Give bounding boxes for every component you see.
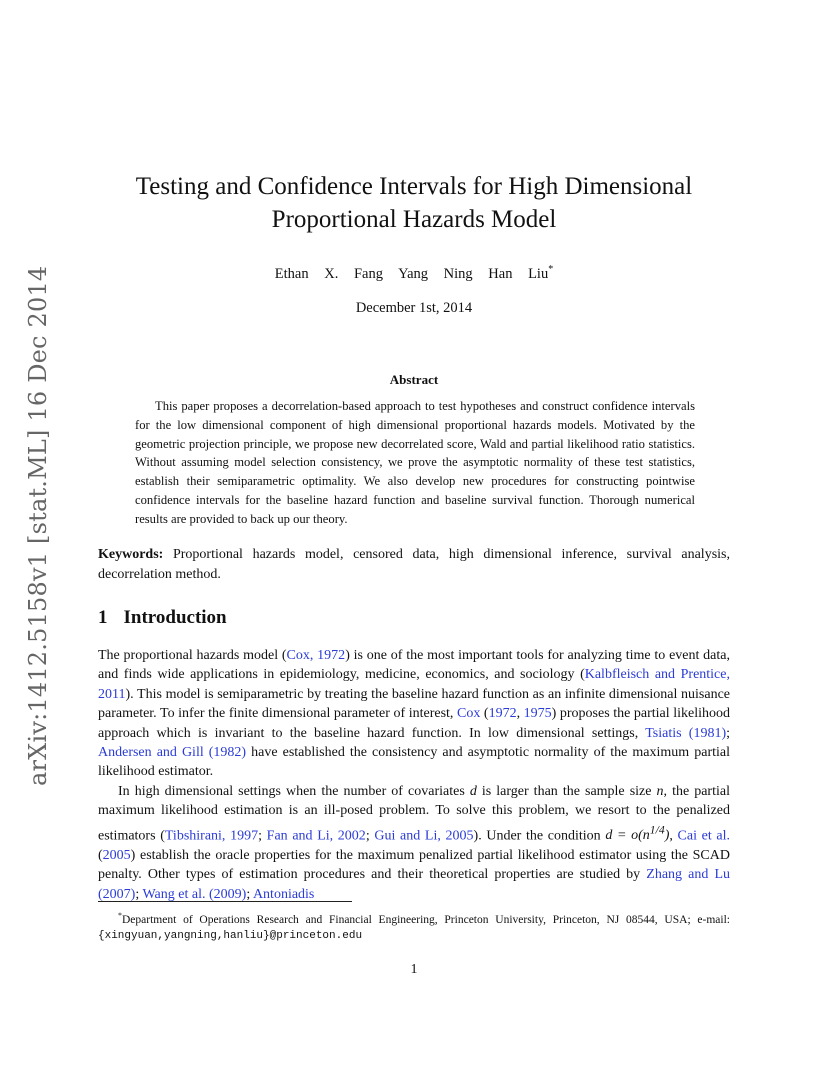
footnote bbox=[98, 908, 730, 945]
section-title: Introduction bbox=[123, 607, 227, 628]
body-text bbox=[98, 646, 730, 904]
citation-link[interactable]: Fan and Li, 2002 bbox=[266, 828, 366, 844]
author-3: Han Liu* bbox=[488, 264, 554, 282]
citation-link[interactable]: 1975 bbox=[523, 706, 552, 722]
citation-link[interactable]: 1972 bbox=[488, 706, 517, 722]
abstract-text: This paper proposes a decorrelation-based approach to test hypotheses and construct confidence intervals for the low dimensional component of high dimensional proportional hazards models. Motivated by the geometric projection principle, we propose new decorrelated score, Wald and partial likelihood ratio statistics. Without assuming model selection consistency, we prove the asymptotic normality of these test statistics, establish their semiparametric optimality. We also develop new procedures for constructing pointwise confidence intervals for the baseline hazard function and baseline survival function. Thorough numerical results are provided to back up our theory. bbox=[135, 399, 695, 526]
author-footnote-mark: * bbox=[548, 264, 554, 275]
citation-link[interactable]: Zhang and Lu (2007) bbox=[98, 867, 730, 902]
keywords-list: Proportional hazards model, censored data, high dimensional inference, survival analysis, decorrelation method. bbox=[98, 547, 730, 582]
section-heading bbox=[98, 607, 227, 629]
author-1: Ethan X. Fang bbox=[274, 265, 383, 282]
citation-link[interactable]: Kalbfleisch and Prentice, 2011 bbox=[98, 667, 730, 702]
math-condition: $d = o(n^{1/4})$ bbox=[605, 823, 670, 844]
citation-link[interactable]: 2005 bbox=[102, 847, 131, 863]
paper-date: December 1st, 2014 bbox=[355, 300, 473, 316]
abstract-heading: Abstract bbox=[389, 372, 439, 387]
citation-link[interactable]: Cox bbox=[456, 706, 481, 722]
citation-link[interactable]: Cox, 1972 bbox=[286, 648, 346, 663]
paragraph-1: The proportional hazards model (Cox, 1972) is one of the most important tools for analyzing time to event data, and finds wide applications in epidemiology, medicine, economics, and sociology (Kalbfleisch and Prentice, 2011). This model is semiparametric by treating the baseline hazard function as an infinite dimensional nuisance parameter. To infer the finite dimensional parameter of interest, Cox (1972, 1975) proposes the partial likelihood approach which is invariant to the baseline hazard function. In low dimensional settings, Tsiatis (1981); Andersen and Gill (1982) have established the consistency and asymptotic normality of the maximum partial likelihood estimator. bbox=[98, 648, 730, 780]
footnote-mark: * bbox=[118, 911, 122, 920]
paragraph-2: In high dimensional settings when the number of covariates d is larger than the sample size n, the partial maximum likelihood estimation is an ill-posed problem. To solve this problem, we resort to the penalized estimators (Tibshirani, 1997; Fan and Li, 2002; Gui and Li, 2005). Under the condition $d = o(n^{1/4})$, Cai et al. (2005) establish the oracle properties for the maximum penalized partial likelihood estimator using the SCAD penalty. Other types of estimation procedures and their theoretical properties are studied by Zhang and Lu (2007); Wang et al. (2009); Antoniadis bbox=[98, 783, 731, 902]
footnote-divider bbox=[98, 901, 352, 902]
title-line-2: Proportional Hazards Model bbox=[271, 206, 557, 233]
author-list bbox=[98, 264, 730, 283]
citation-link[interactable]: Gui and Li, 2005 bbox=[374, 828, 474, 844]
citation-link[interactable]: Tsiatis (1981) bbox=[645, 725, 727, 741]
title-line-1: Testing and Confidence Intervals for High Dimensional bbox=[135, 173, 693, 200]
page-number: 1 bbox=[410, 962, 418, 977]
footnote-email: {xingyuan,yangning,hanliu}@princeton.edu bbox=[98, 930, 363, 943]
citation-link[interactable]: Cai et al. bbox=[677, 828, 731, 844]
keywords-label: Keywords: bbox=[98, 547, 164, 562]
citation-link[interactable]: Antoniadis bbox=[252, 886, 315, 902]
footnote-text: Department of Operations Research and Financial Engineering, Princeton University, Princeton, NJ 08544, USA; e-mail: bbox=[122, 913, 730, 926]
arxiv-sidebar-stamp: arXiv:1412.5158v1 [stat.ML] 16 Dec 2014 bbox=[24, 265, 52, 787]
paper-title bbox=[98, 170, 730, 236]
citation-link[interactable]: Wang et al. (2009) bbox=[142, 886, 247, 902]
author-2: Yang Ning bbox=[398, 265, 473, 282]
keywords bbox=[98, 545, 730, 584]
section-number: 1 bbox=[98, 607, 108, 628]
citation-link[interactable]: Andersen and Gill (1982) bbox=[98, 745, 247, 761]
citation-link[interactable]: Tibshirani, 1997 bbox=[164, 828, 259, 844]
